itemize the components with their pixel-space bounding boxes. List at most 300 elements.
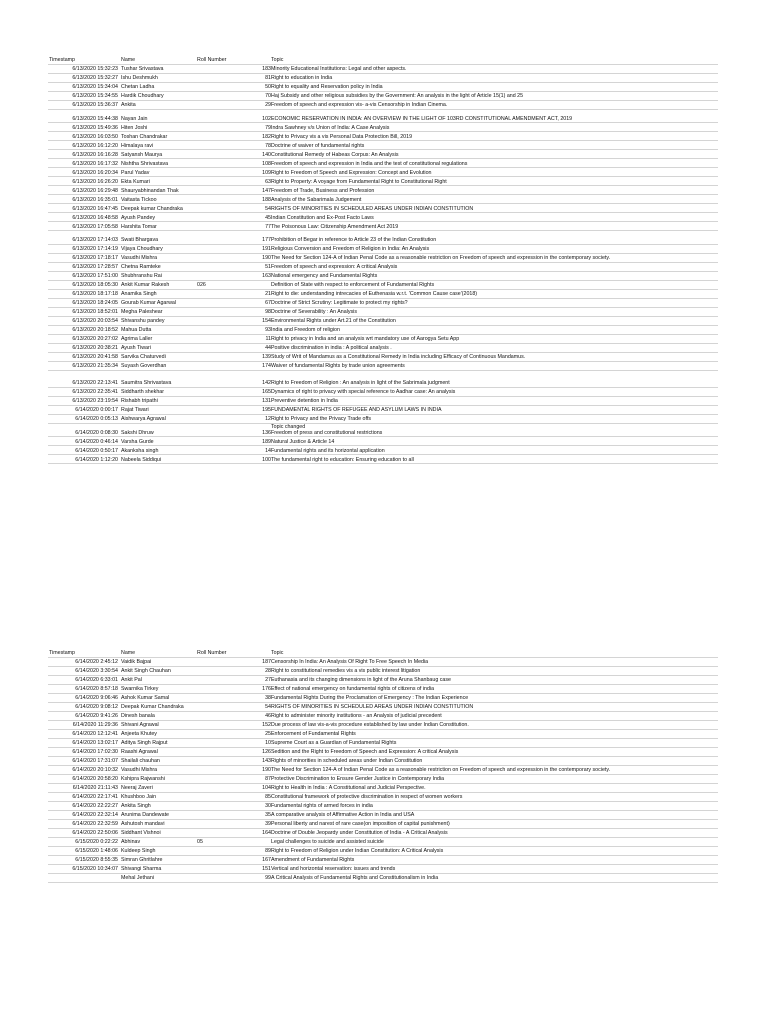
cell-name: Nabeela Siddiqui xyxy=(120,455,196,464)
cell-name: Ashok Kumar Samal xyxy=(120,693,196,702)
cell-timestamp: 6/13/2020 20:41:58 xyxy=(48,352,120,361)
roll-number-value: 164 xyxy=(262,830,271,837)
roll-number-value: 25 xyxy=(265,731,271,738)
cell-roll-number xyxy=(196,204,270,213)
cell-roll-number xyxy=(196,423,270,437)
cell-topic: A Critical Analysis of Fundamental Rights and Constitutionalism in India xyxy=(270,873,718,882)
cell-topic: Sedition and the Right to Freedom of Speech and Expression: A critical Analysis xyxy=(270,747,718,756)
cell-topic: Euthanasia and its changing dimensions in light of the Aruna Shanbaug case xyxy=(270,675,718,684)
header-row xyxy=(48,55,718,64)
table-row xyxy=(48,711,718,720)
cell-roll-number xyxy=(196,280,270,289)
cell-topic: The Need for Section 124-A of Indian Penal Code as a reasonable restriction on Freedom of speech and expression in the contemporary society. xyxy=(270,765,718,774)
roll-number-value: 176 xyxy=(262,686,271,693)
roll-number-value: 10 xyxy=(265,740,271,747)
table-row xyxy=(48,855,718,864)
cell-timestamp: 6/14/2020 0:50:17 xyxy=(48,446,120,455)
cell-roll-number xyxy=(196,186,270,195)
table-row xyxy=(48,361,718,370)
table-row xyxy=(48,64,718,73)
cell-name: Chetna Ramteke xyxy=(120,262,196,271)
cell-name: Varsha Gurde xyxy=(120,437,196,446)
cell-name: Ankit Kumar Rakesh xyxy=(120,280,196,289)
cell-roll-number xyxy=(196,91,270,100)
cell-roll-number xyxy=(196,370,270,387)
table-row xyxy=(48,437,718,446)
roll-number-value: 152 xyxy=(262,722,271,729)
table-row xyxy=(48,222,718,231)
cell-name: Sarvika Chaturvedi xyxy=(120,352,196,361)
cell-name: Shubhranshu Rai xyxy=(120,271,196,280)
cell-timestamp: 6/14/2020 13:02:17 xyxy=(48,738,120,747)
roll-number-value: 163 xyxy=(262,273,271,280)
cell-name: Anamika Singh xyxy=(120,289,196,298)
cell-topic: Positive discrimination in india : A political analysis . xyxy=(270,343,718,352)
cell-timestamp: 6/13/2020 16:17:32 xyxy=(48,159,120,168)
cell-topic: Legal challenges to suicide and assisted suicide xyxy=(270,837,718,846)
roll-number-value: 46 xyxy=(265,713,271,720)
cell-topic: Right to Privacy and the Privacy Trade offs xyxy=(270,414,718,423)
cell-roll-number xyxy=(196,702,270,711)
cell-name: Hardik Choudhary xyxy=(120,91,196,100)
cell-roll-number xyxy=(196,168,270,177)
cell-topic: Freedom of speech and expression vis- a-vis Censorship in Indian Cinema. xyxy=(270,100,718,109)
roll-number-value: 187 xyxy=(262,659,271,666)
table-row xyxy=(48,370,718,387)
roll-number-value: 14 xyxy=(265,447,271,454)
cell-timestamp: 6/14/2020 20:10:32 xyxy=(48,765,120,774)
cell-roll-number xyxy=(196,675,270,684)
cell-topic: A comparative analysis of Affirmative Action in India and USA xyxy=(270,810,718,819)
table-row xyxy=(48,792,718,801)
cell-roll-number xyxy=(196,765,270,774)
cell-roll-number xyxy=(196,711,270,720)
table-row xyxy=(48,747,718,756)
cell-name: Arunima Dandewate xyxy=(120,810,196,819)
roll-number-value: 177 xyxy=(262,237,271,244)
cell-topic: Due process of law vis-a-vis procedure established by law under Indian Constitution. xyxy=(270,720,718,729)
roll-number-value: 87 xyxy=(265,776,271,783)
cell-timestamp: 6/15/2020 1:48:06 xyxy=(48,846,120,855)
cell-topic: Preventive detention in India xyxy=(270,396,718,405)
cell-roll-number xyxy=(196,159,270,168)
cell-name: Deepak Kumar Chandraka xyxy=(120,702,196,711)
cell-roll-number xyxy=(196,123,270,132)
sheet2-body xyxy=(48,648,718,882)
cell-name: Dinesh banala xyxy=(120,711,196,720)
cell-timestamp: 6/13/2020 16:20:34 xyxy=(48,168,120,177)
spreadsheet-page-1 xyxy=(48,55,718,464)
cell-name: Shivangi Sharma xyxy=(120,864,196,873)
roll-number-value: 81 xyxy=(265,75,271,82)
table-row xyxy=(48,783,718,792)
roll-number-value: 190 xyxy=(262,255,271,262)
table-row xyxy=(48,828,718,837)
cell-name: Aditya Singh Rajput xyxy=(120,738,196,747)
cell-name: Kshipra Rajwanshi xyxy=(120,774,196,783)
cell-topic: Fundamental Rights During the Proclamation of Emergency : The Indian Experience xyxy=(270,693,718,702)
cell-topic: Prohibition of Begar in reference to Article 23 of the Indian Constitution xyxy=(270,231,718,245)
cell-roll-number xyxy=(196,195,270,204)
roll-number-value: 45 xyxy=(265,214,271,221)
cell-roll-number xyxy=(196,213,270,222)
cell-roll-number xyxy=(196,316,270,325)
cell-name: Chetan Ladha xyxy=(120,82,196,91)
cell-topic: Right to equality and Reservation policy in India xyxy=(270,82,718,91)
cell-name: Ayush Tiwari xyxy=(120,343,196,352)
cell-roll-number xyxy=(196,73,270,82)
table-row xyxy=(48,100,718,109)
table-row xyxy=(48,455,718,464)
cell-roll-number xyxy=(196,810,270,819)
cell-roll-number xyxy=(196,361,270,370)
roll-number-value: 67 xyxy=(265,300,271,307)
table-row xyxy=(48,123,718,132)
cell-topic: Rights of minorities in scheduled areas under Indian Constitution xyxy=(270,756,718,765)
cell-timestamp: 6/14/2020 0:46:14 xyxy=(48,437,120,446)
roll-number-value: 109 xyxy=(262,169,271,176)
cell-roll-number xyxy=(196,414,270,423)
cell-name: Deepak kumar Chandraka xyxy=(120,204,196,213)
cell-topic: The fundamental right to education: Ensuring education to all xyxy=(270,455,718,464)
cell-roll-number xyxy=(196,82,270,91)
cell-timestamp: 6/14/2020 1:12:20 xyxy=(48,455,120,464)
cell-name: Ishu Deshmukh xyxy=(120,73,196,82)
roll-number-value: 54 xyxy=(265,205,271,212)
cell-timestamp: 6/13/2020 20:03:54 xyxy=(48,316,120,325)
cell-roll-number xyxy=(196,334,270,343)
cell-topic: Minority Educational Institutions: Legal and other aspects. xyxy=(270,64,718,73)
cell-topic: Freedom of speech and expression: A critical Analysis xyxy=(270,262,718,271)
table-row xyxy=(48,729,718,738)
cell-roll-number xyxy=(196,141,270,150)
cell-topic: Right to Freedom of Speech and Expression: Concept and Evolution xyxy=(270,168,718,177)
sheet1-body xyxy=(48,55,718,464)
cell-topic: Fundamental rights and its horizontal application xyxy=(270,446,718,455)
cell-topic: Censorship In India: An Analysis Of Right To Free Speech In Media xyxy=(270,657,718,666)
cell-name: Swarnika Tirkey xyxy=(120,684,196,693)
cell-name: Vasudhi Mishra xyxy=(120,765,196,774)
roll-number-value: 50 xyxy=(265,84,271,91)
cell-name: Harshita Tomar xyxy=(120,222,196,231)
cell-timestamp: 6/14/2020 17:02:30 xyxy=(48,747,120,756)
cell-timestamp: 6/13/2020 20:18:52 xyxy=(48,325,120,334)
cell-roll-number xyxy=(196,64,270,73)
roll-number-value: 89 xyxy=(265,848,271,855)
cell-roll-number xyxy=(196,819,270,828)
roll-number-value: 98 xyxy=(265,309,271,316)
cell-timestamp: 6/15/2020 10:34:07 xyxy=(48,864,120,873)
table-row xyxy=(48,132,718,141)
cell-name: Toshan Chandrakar xyxy=(120,132,196,141)
table-row xyxy=(48,91,718,100)
cell-topic: Right to Property: A voyage from Fundamental Right to Constitutional Right xyxy=(270,177,718,186)
cell-name: Siddhant Vishnoi xyxy=(120,828,196,837)
roll-number-value: 142 xyxy=(262,380,271,387)
cell-name: Vasudhi Mishra xyxy=(120,253,196,262)
cell-roll-number xyxy=(196,150,270,159)
cell-roll-number xyxy=(196,666,270,675)
cell-timestamp: 6/14/2020 9:41:26 xyxy=(48,711,120,720)
cell-timestamp: 6/14/2020 6:33:01 xyxy=(48,675,120,684)
roll-number-value: 44 xyxy=(265,345,271,352)
cell-roll-number xyxy=(196,774,270,783)
table-row xyxy=(48,396,718,405)
cell-timestamp: 6/13/2020 17:05:58 xyxy=(48,222,120,231)
cell-name: Nishtha Shrivastava xyxy=(120,159,196,168)
table-row xyxy=(48,738,718,747)
cell-name: Vaidik Bajpai xyxy=(120,657,196,666)
cell-timestamp: 6/13/2020 17:18:17 xyxy=(48,253,120,262)
cell-timestamp: 6/14/2020 11:29:36 xyxy=(48,720,120,729)
cell-roll-number xyxy=(196,801,270,810)
cell-topic: Right to Freedom of Religion : An analysis in light of the Sabrimala judgment xyxy=(270,370,718,387)
cell-roll-number xyxy=(196,828,270,837)
cell-topic: Topic changed Freedom of press and constitutional restrictions xyxy=(270,423,718,437)
roll-number-value: 27 xyxy=(265,677,271,684)
table-row xyxy=(48,253,718,262)
roll-number-value: 11 xyxy=(265,336,271,343)
roll-number-value: 140 xyxy=(262,151,271,158)
cell-topic: Waiver of fundamental Rights by trade union agreements xyxy=(270,361,718,370)
cell-timestamp: 6/13/2020 18:17:18 xyxy=(48,289,120,298)
cell-topic: Definition of State with respect to enforcement of Fundamental Rights xyxy=(270,280,718,289)
roll-number-value: 30 xyxy=(265,803,271,810)
table-row xyxy=(48,316,718,325)
cell-name: Nayan Jain xyxy=(120,109,196,123)
cell-timestamp: 6/14/2020 22:32:59 xyxy=(48,819,120,828)
cell-timestamp: 6/14/2020 3:30:54 xyxy=(48,666,120,675)
cell-roll-number xyxy=(196,325,270,334)
roll-number-value: 21 xyxy=(265,291,271,298)
table-row xyxy=(48,675,718,684)
table-row xyxy=(48,846,718,855)
cell-name: Tushar Srivastava xyxy=(120,64,196,73)
cell-name: Simran Ghritlahre xyxy=(120,855,196,864)
roll-number-value: 195 xyxy=(262,407,271,414)
cell-timestamp: 6/14/2020 2:45:12 xyxy=(48,657,120,666)
cell-roll-number xyxy=(196,109,270,123)
table-row xyxy=(48,177,718,186)
cell-topic: Right to administer minority institutions - an Analysis of judicial precedent xyxy=(270,711,718,720)
roll-number-value: 191 xyxy=(262,246,271,253)
roll-number-value: 85 xyxy=(265,794,271,801)
table-row xyxy=(48,702,718,711)
roll-number-value: 104 xyxy=(262,785,271,792)
table-row xyxy=(48,720,718,729)
cell-name: Satyansh Maurya xyxy=(120,150,196,159)
cell-name: Rajat Tiwari xyxy=(120,405,196,414)
table-row xyxy=(48,810,718,819)
cell-roll-number xyxy=(196,720,270,729)
cell-topic: FUNDAMENTAL RIGHTS OF REFUGEE AND ASYLUM LAWS IN INDIA xyxy=(270,405,718,414)
table-row xyxy=(48,262,718,271)
cell-timestamp: 6/13/2020 15:36:37 xyxy=(48,100,120,109)
cell-timestamp: 6/13/2020 15:34:04 xyxy=(48,82,120,91)
roll-number-value: 182 xyxy=(262,133,271,140)
cell-name: Ayush Pandey xyxy=(120,213,196,222)
cell-topic: Natural Justice & Article 14 xyxy=(270,437,718,446)
cell-timestamp: 6/14/2020 17:31:07 xyxy=(48,756,120,765)
table-row xyxy=(48,195,718,204)
cell-name: Saumitra Shrivastava xyxy=(120,370,196,387)
cell-topic: Freedom of speech and expression in India and the test of constitutional regulations xyxy=(270,159,718,168)
cell-name: Gourab Kumar Agarwal xyxy=(120,298,196,307)
cell-roll-number xyxy=(196,307,270,316)
roll-number-value: 139 xyxy=(262,354,271,361)
cell-topic: Fundamental rights of armed forces in india xyxy=(270,801,718,810)
roll-number-value: 93 xyxy=(265,327,271,334)
cell-name: Vaitasta Tickoo xyxy=(120,195,196,204)
table-row xyxy=(48,837,718,846)
cell-roll-number xyxy=(196,864,270,873)
cell-topic: Doctrine of Severability : An Analysis xyxy=(270,307,718,316)
cell-name: Megha Paleshear xyxy=(120,307,196,316)
table-row xyxy=(48,159,718,168)
cell-roll-number xyxy=(196,455,270,464)
table-row xyxy=(48,414,718,423)
table-row xyxy=(48,405,718,414)
cell-timestamp: 6/13/2020 15:32:23 xyxy=(48,64,120,73)
header-timestamp: Timestamp xyxy=(48,648,120,657)
cell-timestamp: 6/13/2020 16:03:50 xyxy=(48,132,120,141)
roll-number-value: 38 xyxy=(265,695,271,702)
cell-timestamp: 6/13/2020 17:14:19 xyxy=(48,244,120,253)
cell-topic: Doctrine of Double Jeopardy under Constitution of India - A Critical Analysis xyxy=(270,828,718,837)
cell-topic: Right to education in India xyxy=(270,73,718,82)
cell-roll-number xyxy=(196,262,270,271)
roll-number-value: 136 xyxy=(262,429,271,436)
cell-topic: Analysis of the Sabarimala Judgement xyxy=(270,195,718,204)
cell-topic: Haj Subsidy and other religious subsidies by the Government: An analysis in the light of Article 15(1) and 25 xyxy=(270,91,718,100)
table-row xyxy=(48,231,718,245)
cell-roll-number xyxy=(196,352,270,361)
cell-roll-number xyxy=(196,343,270,352)
roll-number-value: 151 xyxy=(262,866,271,873)
cell-topic: Supreme Court as a Guardian of Fundamental Rights xyxy=(270,738,718,747)
table-row xyxy=(48,864,718,873)
table-row xyxy=(48,801,718,810)
cell-roll-number xyxy=(196,253,270,262)
roll-number-value: 131 xyxy=(262,398,271,405)
table-row xyxy=(48,280,718,289)
cell-topic: Right to Privacy vis a vis Personal Data Protection Bill, 2019 xyxy=(270,132,718,141)
cell-name: Aishwarya Agrawal xyxy=(120,414,196,423)
header-roll-number: Roll Number xyxy=(196,55,270,64)
table-row xyxy=(48,693,718,702)
roll-number-value: 78 xyxy=(265,142,271,149)
cell-timestamp: 6/13/2020 18:05:30 xyxy=(48,280,120,289)
table-row xyxy=(48,82,718,91)
cell-topic: Right to constitutional remedies vis a vis public interest litigation xyxy=(270,666,718,675)
cell-timestamp: 6/13/2020 22:35:41 xyxy=(48,387,120,396)
roll-number-value: 35 xyxy=(265,812,271,819)
cell-timestamp: 6/13/2020 15:32:27 xyxy=(48,73,120,82)
roll-number-value: 51 xyxy=(265,264,271,271)
cell-timestamp: 6/13/2020 16:26:20 xyxy=(48,177,120,186)
header-topic: Topic xyxy=(270,55,718,64)
cell-roll-number xyxy=(196,756,270,765)
cell-topic: Personal liberty and narest of rare case(on imposition of capital punishment) xyxy=(270,819,718,828)
header-roll-number: Roll Number xyxy=(196,648,270,657)
cell-name: Sakshi Dhruw xyxy=(120,423,196,437)
table-row xyxy=(48,325,718,334)
roll-number-value: 167 xyxy=(262,857,271,864)
cell-timestamp: 6/14/2020 22:50:06 xyxy=(48,828,120,837)
cell-name: Hiten Joshi xyxy=(120,123,196,132)
cell-name: Siddharth shekhar xyxy=(120,387,196,396)
cell-timestamp: 6/13/2020 20:27:02 xyxy=(48,334,120,343)
cell-name: Vijaya Choudhary xyxy=(120,244,196,253)
cell-roll-number xyxy=(196,747,270,756)
roll-number-value: 165 xyxy=(262,389,271,396)
table-row xyxy=(48,873,718,882)
header-name: Name xyxy=(120,648,196,657)
cell-topic: Environmental Rights under Art.21 of the Constitution xyxy=(270,316,718,325)
cell-name: Shauryabhinandan Thak xyxy=(120,186,196,195)
cell-name: Himalaya ravi xyxy=(120,141,196,150)
roll-number-value: 54 xyxy=(265,704,271,711)
cell-topic: Constitutional Remedy of Habeas Corpus: An Analysis xyxy=(270,150,718,159)
cell-topic: RIGHTS OF MINORITIES IN SCHEDULED AREAS UNDER INDIAN CONSTITUTION xyxy=(270,204,718,213)
cell-timestamp: 6/13/2020 23:19:54 xyxy=(48,396,120,405)
cell-roll-number xyxy=(196,729,270,738)
cell-roll-number xyxy=(196,693,270,702)
cell-roll-number xyxy=(196,684,270,693)
cell-name: Swati Bhargava xyxy=(120,231,196,245)
cell-topic: Protective Discrimination to Ensure Gender Justice in Contemporary India xyxy=(270,774,718,783)
cell-topic: Indra Sawhney v/s Union of India: A Case Analysis xyxy=(270,123,718,132)
cell-timestamp: 6/13/2020 21:35:34 xyxy=(48,361,120,370)
roll-number-value: 188 xyxy=(262,196,271,203)
table-row xyxy=(48,289,718,298)
cell-timestamp: 6/14/2020 0:05:13 xyxy=(48,414,120,423)
cell-topic: Right to Health in India : A Constitutional and Judicial Perspective. xyxy=(270,783,718,792)
header-topic: Topic xyxy=(270,648,718,657)
cell-timestamp: 6/14/2020 9:08:12 xyxy=(48,702,120,711)
cell-name: Neeraj Zaveri xyxy=(120,783,196,792)
roll-number-value: 28 xyxy=(265,668,271,675)
table-row xyxy=(48,819,718,828)
cell-timestamp: 6/13/2020 15:49:36 xyxy=(48,123,120,132)
roll-number-value: 29 xyxy=(265,102,271,109)
table-row xyxy=(48,109,718,123)
table-row xyxy=(48,423,718,437)
roll-text: 05 xyxy=(197,839,203,846)
cell-roll-number xyxy=(196,792,270,801)
cell-topic: Amendment of Fundamental Rights xyxy=(270,855,718,864)
cell-topic: National emergency and Fundamental Rights xyxy=(270,271,718,280)
roll-number-value: 77 xyxy=(265,223,271,230)
cell-timestamp: 6/13/2020 16:35:01 xyxy=(48,195,120,204)
cell-name: Abhinav xyxy=(120,837,196,846)
table-row xyxy=(48,186,718,195)
cell-timestamp: 6/15/2020 0:22:22 xyxy=(48,837,120,846)
roll-number-value: 79 xyxy=(265,124,271,131)
cell-timestamp: 6/14/2020 21:11:43 xyxy=(48,783,120,792)
header-timestamp: Timestamp xyxy=(48,55,120,64)
cell-roll-number xyxy=(196,846,270,855)
cell-name: Khushboo Jain xyxy=(120,792,196,801)
cell-roll-number xyxy=(196,271,270,280)
spreadsheet-page-2 xyxy=(48,648,718,883)
cell-timestamp: 6/13/2020 15:44:38 xyxy=(48,109,120,123)
cell-topic: Right to die: understanding intrecacies of Euthenasia w.r.t. 'Common Cause case'(2018) xyxy=(270,289,718,298)
roll-number-value: 99 xyxy=(265,875,271,882)
cell-roll-number xyxy=(196,222,270,231)
cell-roll-number xyxy=(196,405,270,414)
roll-number-value: 102 xyxy=(262,115,271,122)
